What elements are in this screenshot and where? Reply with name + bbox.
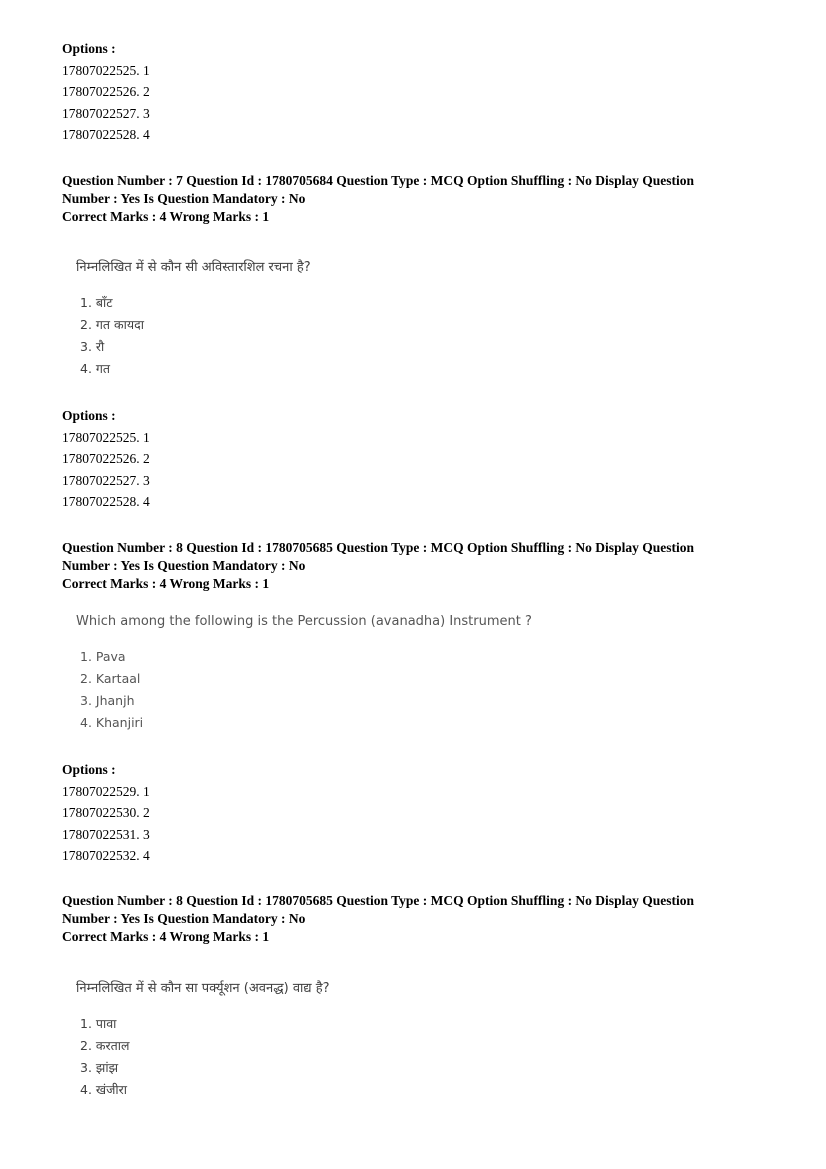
question-meta-line: Number : Yes Is Question Mandatory : No bbox=[62, 558, 306, 573]
option-line: 17807022526. 2 bbox=[62, 451, 150, 466]
options-label: Options : bbox=[62, 408, 116, 423]
choice-item: 2. गत कायदा bbox=[80, 317, 144, 332]
question-meta-line: Number : Yes Is Question Mandatory : No bbox=[62, 191, 306, 206]
choice-item: 1. बाँट bbox=[80, 295, 113, 310]
question-marks: Correct Marks : 4 Wrong Marks : 1 bbox=[62, 209, 270, 224]
question-7-options bbox=[62, 405, 150, 513]
choice-item: 1. पावा bbox=[80, 1016, 117, 1031]
choice-item: 3. रौ bbox=[80, 339, 105, 354]
choice-item: 2. करताल bbox=[80, 1038, 130, 1053]
question-text: निम्नलिखित में से कौन सी अविस्तारशिल रचना है? bbox=[76, 260, 311, 275]
choice-item: 4. Khanjiri bbox=[80, 715, 144, 730]
option-line: 17807022530. 2 bbox=[62, 805, 150, 820]
choice-item: 3. Jhanjh bbox=[80, 693, 135, 708]
question-meta-line: Question Number : 7 Question Id : 1780705684 Question Type : MCQ Option Shuffling : No Display Question bbox=[62, 173, 694, 188]
question-7-meta bbox=[62, 172, 694, 226]
question-8-image bbox=[76, 612, 532, 734]
choice-item: 3. झांझ bbox=[80, 1060, 119, 1075]
question-marks: Correct Marks : 4 Wrong Marks : 1 bbox=[62, 576, 270, 591]
options-label: Options : bbox=[62, 41, 116, 56]
option-line: 17807022527. 3 bbox=[62, 105, 150, 121]
option-line: 17807022528. 4 bbox=[62, 494, 150, 509]
question-text: निम्नलिखित में से कौन सा पर्क्यूशन (अवनद्ध) वाद्य है? bbox=[76, 981, 330, 996]
choice-item: 1. Pava bbox=[80, 649, 126, 664]
question-8-hindi-image bbox=[76, 979, 330, 1101]
option-line: 17807022526. 2 bbox=[62, 84, 150, 99]
question-7-image bbox=[76, 258, 311, 380]
option-line: 17807022528. 4 bbox=[62, 127, 150, 142]
option-line: 17807022531. 3 bbox=[62, 826, 150, 842]
question-8-meta bbox=[62, 539, 694, 593]
question-meta-line: Question Number : 8 Question Id : 1780705685 Question Type : MCQ Option Shuffling : No Display Question bbox=[62, 540, 694, 555]
choice-item: 4. खंजीरा bbox=[80, 1082, 127, 1097]
option-line: 17807022525. 1 bbox=[62, 62, 150, 78]
question-8-hindi-meta bbox=[62, 892, 694, 946]
options-label: Options : bbox=[62, 762, 116, 777]
question-text: Which among the following is the Percussion (avanadha) Instrument ? bbox=[76, 614, 532, 629]
question-meta-line: Number : Yes Is Question Mandatory : No bbox=[62, 911, 306, 926]
option-line: 17807022529. 1 bbox=[62, 783, 150, 799]
option-line: 17807022525. 1 bbox=[62, 429, 150, 445]
option-line: 17807022527. 3 bbox=[62, 472, 150, 488]
question-meta-line: Question Number : 8 Question Id : 1780705685 Question Type : MCQ Option Shuffling : No Display Question bbox=[62, 893, 694, 908]
choice-item: 2. Kartaal bbox=[80, 671, 141, 686]
question-8-options bbox=[62, 759, 150, 867]
options-block-0 bbox=[62, 38, 150, 146]
choice-item: 4. गत bbox=[80, 361, 111, 376]
option-line: 17807022532. 4 bbox=[62, 848, 150, 863]
question-marks: Correct Marks : 4 Wrong Marks : 1 bbox=[62, 929, 270, 944]
